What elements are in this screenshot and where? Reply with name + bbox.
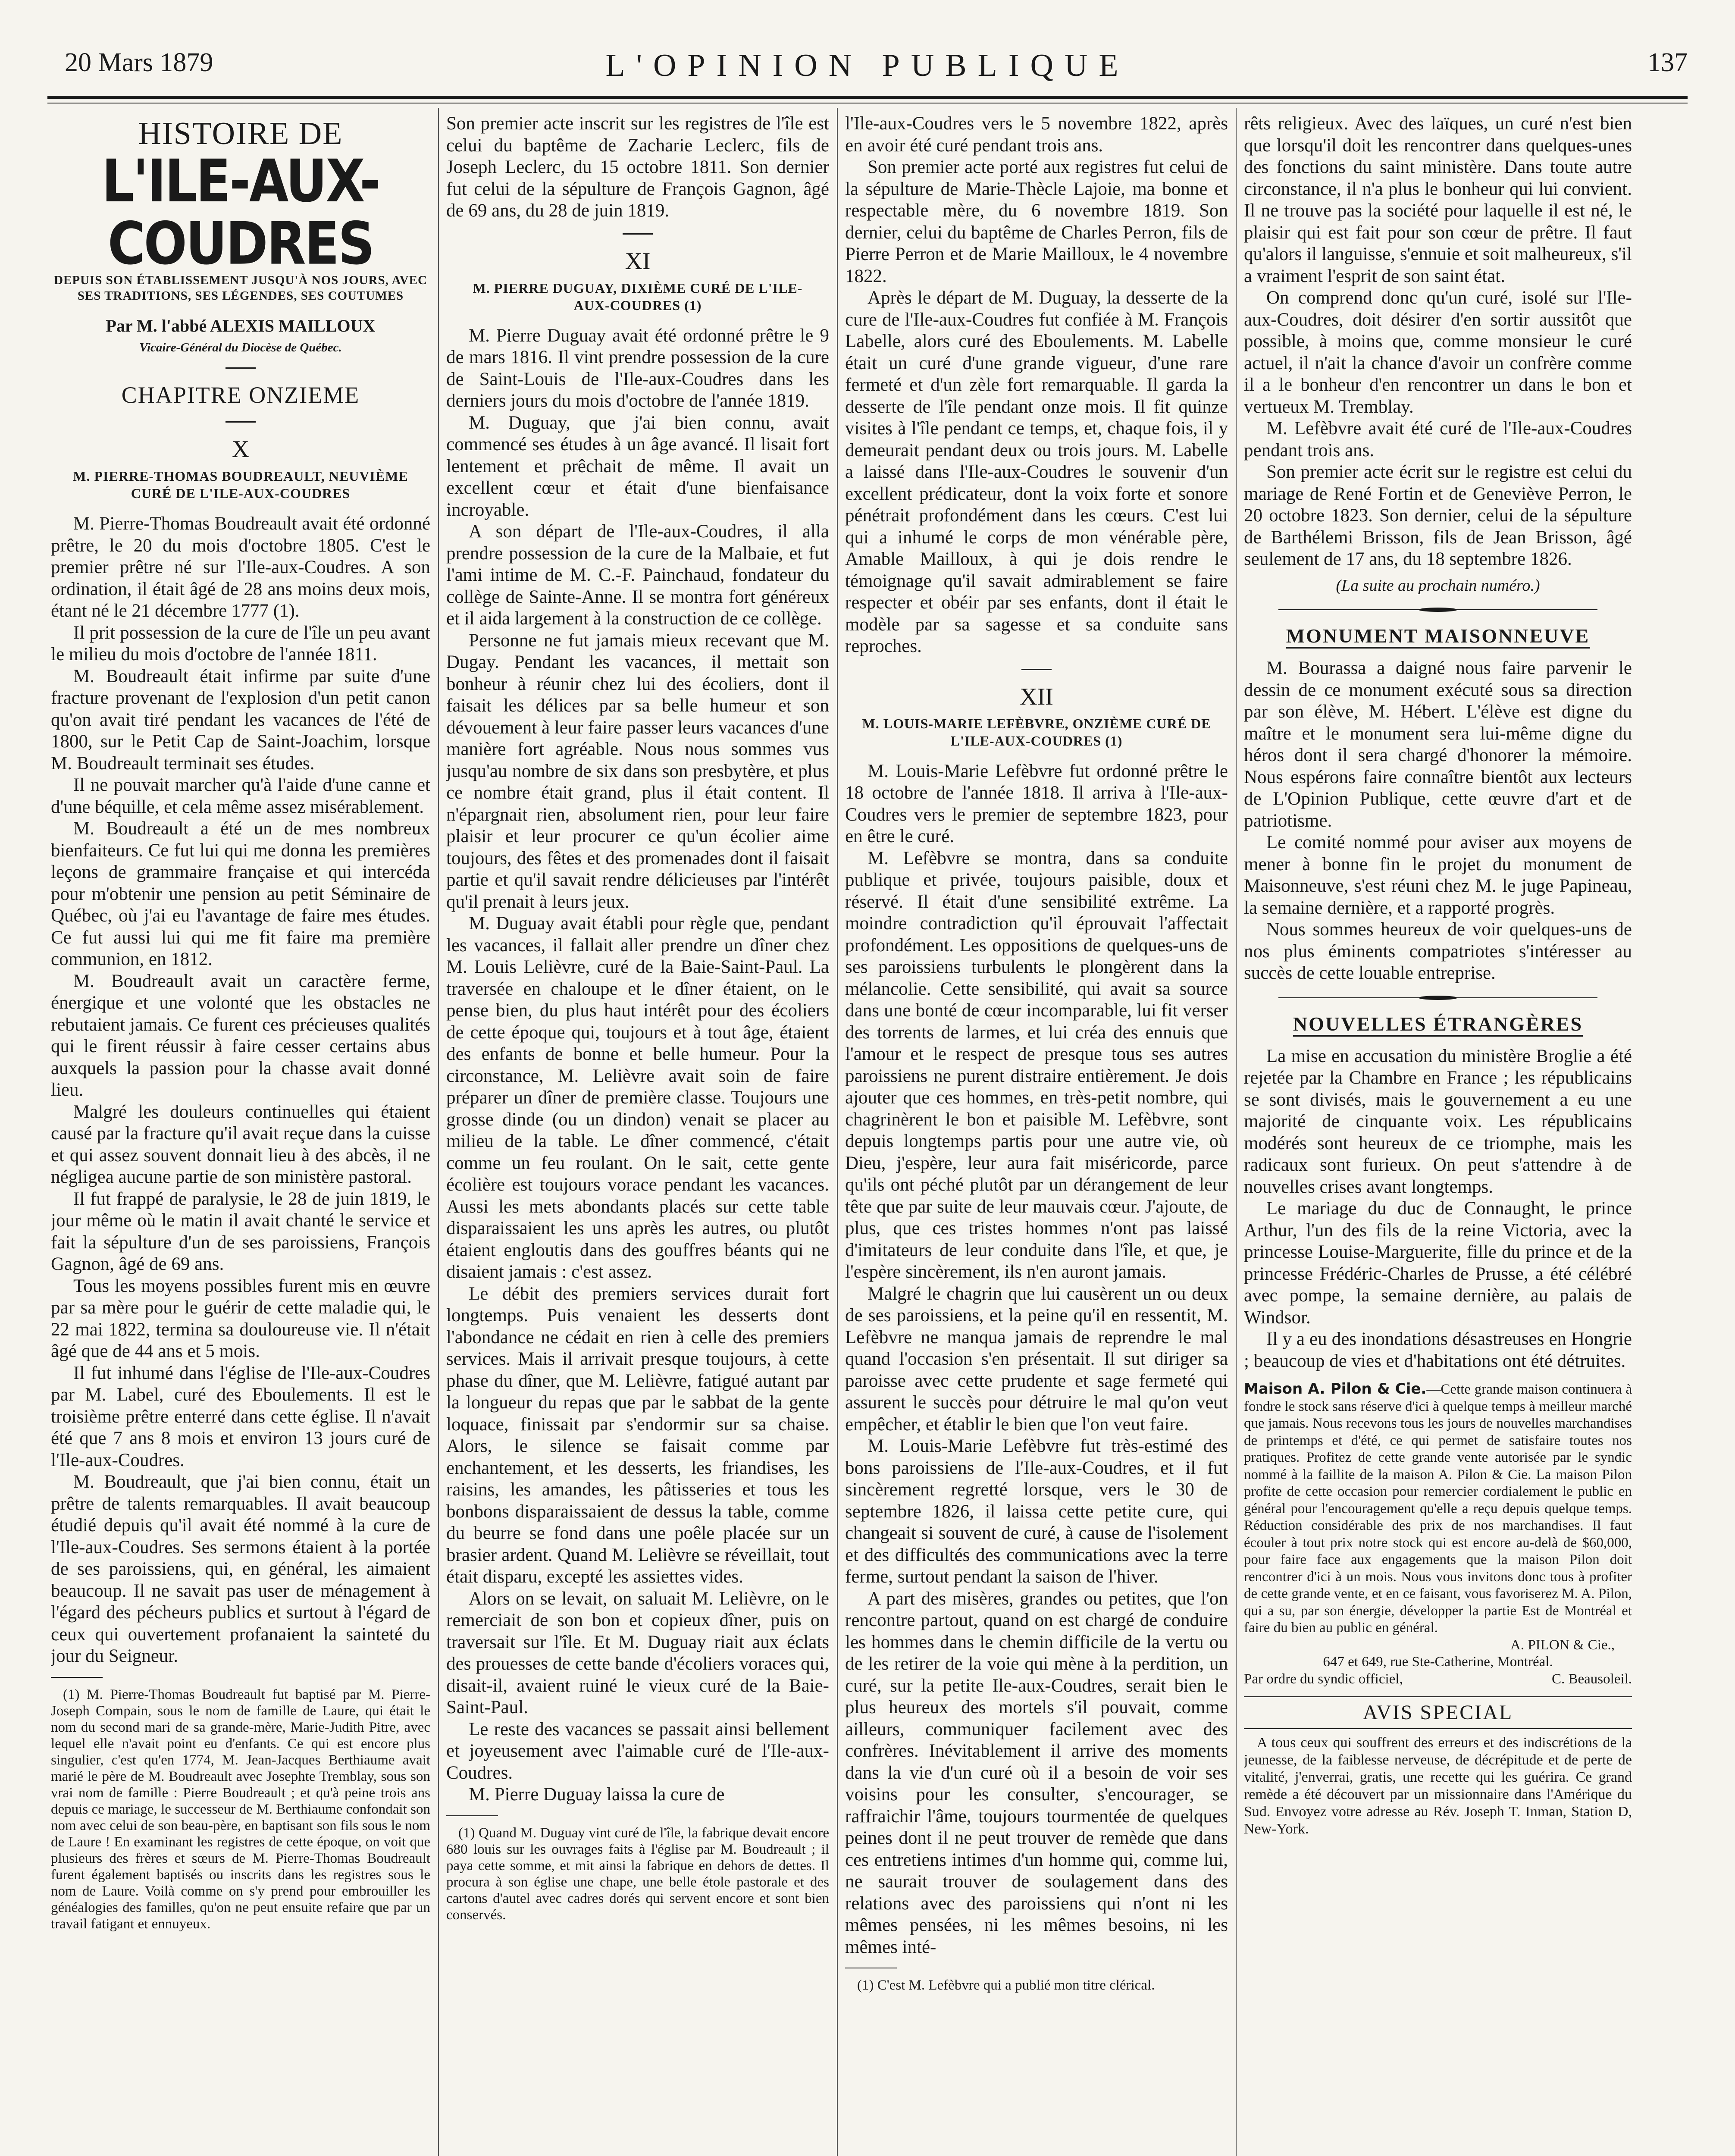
paragraph: Après le départ de M. Duguay, la desserte de la cure de l'Ile-aux-Coudres fut confiée à M. François Labelle, alors curé des Eboulements. M. Labelle était un curé d'une grande vigueur, d'une rare fermeté et d'un zèle fort remarquable. Il garda la desserte de l'île pendant onze mois. Il fit quinze visites à l'île pendant ce temps, et, chaque fois, il y demeurait pendant deux ou trois jours. M. Labelle a laissé dans l'Ile-aux-Coudres le souvenir d'un excellent prédicateur, dont la voix forte et sonore pénétrait profondément dans les cœurs. C'est lui qui a inhumé le corps de mon vénérable père, Amable Mailloux, à qui je dois rendre le témoignage qu'il savait admirablement se faire respecter et obéir par ses enfants, dont il était le modèle par sa sagesse et sa conduite sans reproches.: [845, 288, 1228, 656]
section-title: M. PIERRE DUGUAY, DIXIÈME CURÉ DE L'ILE-AUX-COUDRES (1): [473, 280, 803, 313]
footnote: [51, 1686, 430, 1932]
column-4: [1244, 113, 1632, 2156]
page-number: 137: [1647, 48, 1688, 77]
ad-syndic: C. Beausoleil.: [1551, 1671, 1632, 1687]
paragraph: M. Boudreault a été un de mes nombreux bienfaiteurs. Ce fut lui qui me donna les premières leçons de grammaire française et qui intercéda pour m'obtenir une pension au petit Séminaire de Québec, où j'ai eu l'avantage de faire mes études. Ce fut aussi lui qui me fit faire ma première communion, en 1812.: [51, 818, 430, 969]
paragraph: l'Ile-aux-Coudres vers le 5 novembre 1822, après en avoir été curé pendant trois ans.: [845, 113, 1228, 156]
footnote-rule: [51, 1677, 103, 1678]
paragraph: Le reste des vacances se passait ainsi bellement et joyeusement avec l'aimable curé de l'Ile-aux-Coudres.: [446, 1719, 829, 1783]
chapter-heading: CHAPITRE ONZIEME: [121, 382, 360, 408]
ad-text: [1244, 1381, 1632, 1637]
paragraph: M. Pierre-Thomas Boudreault avait été ordonné prêtre, le 20 du mois d'octobre 1805. C'est le premier prêtre né sur l'Ile-aux-Coudres. A son ordination, il était âgé de 28 ans moins deux mois, étant né le 21 décembre 1777 (1).: [51, 514, 430, 621]
paragraph: A son départ de l'Ile-aux-Coudres, il alla prendre possession de la cure de la Malbaie, et fut l'ami intime de M. C.-F. Painchaud, fondateur du collège de Sainte-Anne. Il se montra fort généreux et il aida largement à la construction de ce collège.: [446, 521, 829, 629]
column-3: [845, 113, 1228, 2156]
paragraph: M. Pierre Duguay laissa la cure de: [469, 1784, 725, 1805]
paragraph: M. Louis-Marie Lefèbvre fut très-estimé des bons paroissiens de l'Ile-aux-Coudres, et il fut sincèrement regretté lorsque, vers le 30 de septembre 1826, il laissa cette petite cure, qui changeait si souvent de curé, à cause de l'isolement et des difficultés des communications avec la terre ferme, surtout pendant la saison de l'hiver.: [845, 1436, 1228, 1587]
paragraph: Le débit des premiers services durait fort longtemps. Puis venaient les desserts dont l'abondance ne cédait en rien à celle des premiers services. Mais il arrivait presque toujours, à cette phase du dîner, que M. Lelièvre, fatigué autant par la longueur du repas que par le sabbat de la gente loquace, finissait par s'endormir sur sa chaise. Alors, le silence se faisait comme par enchantement, et les desserts, les friandises, les raisins, les amandes, les pâtisseries et tous les bonbons disparaissaient de dessus la table, comme du beurre se fond dans une poêle placée sur un brasier ardent. Quand M. Lelièvre se réveillait, tout était disparu, excepté les assiettes vides.: [446, 1283, 829, 1587]
paragraph: Il fut inhumé dans l'église de l'Ile-aux-Coudres par M. Label, curé des Eboulements. Il est le troisième prêtre enterré dans cette église. Il n'avait été que 7 ans 8 mois et environ 13 jours curé de l'Ile-aux-Coudres.: [51, 1363, 430, 1470]
paragraph: Il fut frappé de paralysie, le 28 de juin 1819, le jour même où le matin il avait chanté le service et fait la sépulture d'un de ses paroissiens, François Gagnon, âgé de 69 ans.: [51, 1188, 430, 1274]
ad-business-name: Maison A. Pilon & Cie.: [1244, 1380, 1427, 1398]
paragraph: Tous les moyens possibles furent mis en œuvre par sa mère pour le guérir de cette maladie qui, le 22 mai 1822, termina sa douloureuse vie. Il n'était âgé que de 44 ans et 5 mois.: [51, 1275, 430, 1361]
article-title-line1: HISTOIRE DE: [138, 116, 343, 151]
article-subtitle: DEPUIS SON ÉTABLISSEMENT JUSQU'À NOS JOURS, AVEC SES TRADITIONS, SES LÉGENDES, SES COUTUMES: [54, 273, 427, 303]
paragraph: Malgré le chagrin que lui causèrent un ou deux de ses paroissiens, et la peine qu'il en ressentit, M. Lefèbvre ne manqua jamais de reprendre le mal quand l'occasion s'en présentait. Il sut diriger sa paroisse avec cette prudente et sage fermeté qui assurent le succès pour détruire le mal qu'on veut empêcher, et établir le bien que l'on veut faire.: [845, 1283, 1228, 1435]
ad-body: —Cette grande maison continuera à fondre le stock sans réserve d'ici à quelque temps à meilleur marché que jamais. Nous recevons tous les jours de nouvelles marchandises de printemps et d'été, ce qui permet de satisfaire toutes nos pratiques. Profitez de cette grande vente autorisée par le syndic nommé à la faillite de la maison A. Pilon & Cie. La maison Pilon profite de cette occasion pour remercier cordialement le public en général pour l'encouragement qu'elle a reçu depuis quelque temps. Réduction considérable des prix de nos marchandises. Il faut écouler à tout prix notre stock qui est encore au-delà de $60,000, pour faire face aux engagements que la maison Pilon doit rencontrer d'ici à un mois. Nous vous invitons donc tous à profiter de cette grande vente, et en ce faisant, vous favoriserez M. A. Pilon, qui a su, par son énergie, développer la partie Est de Montréal et faire du bien au public en général.: [1244, 1382, 1632, 1636]
ornament-rule: [1278, 608, 1597, 612]
footnote-text: (1) M. Pierre-Thomas Boudreault fut baptisé par M. Pierre-Joseph Compain, sous le nom de famille de Laure, qui était le nom du second mari de sa grande-mère, Marie-Judith Pitre, avec lequel elle n'avait point eu d'enfants. Ce qui est encore plus singulier, c'est qu'en 1774, M. Jean-Jacques Berthiaume avait marié le père de M. Boudreault avec Josephte Tremblay, sous son vrai nom de famille : Pierre Boudreault ; et qu'à peine trois ans depuis ce mariage, le successeur de M. Berthiaume confondait son nom avec celui de son beau-père, en baptisant son fils sous le nom de Laure ! En examinant les registres de cette époque, on voit que plusieurs des frères et sœurs de M. Pierre-Thomas Boudreault furent également baptisés ou inscrits dans les registres sous le nom de Laure. Voilà comme on s'y prend pour embrouiller les généalogies des familles, qu'on ne peut ensuite refaire que par un travail fatigant et ennuyeux.: [51, 1686, 430, 1932]
paragraph: rêts religieux. Avec des laïques, un curé n'est bien que lorsqu'il doit les rencontrer dans quelques-unes des fonctions du saint ministère. Dans toute autre circonstance, il n'a plus le bonheur qui lui convient. Il ne trouve pas la société pour laquelle il est né, le plaisir qui est fait pour son cœur de prêtre. Il faut qu'alors il languisse, s'ennuie et soit malheureux, s'il a vraiment l'esprit de son saint état.: [1244, 113, 1632, 286]
column-1: [51, 113, 430, 2156]
paragraph: M. Pierre Duguay avait été ordonné prêtre le 9 de mars 1816. Il vint prendre possession de la cure de Saint-Louis de l'Ile-aux-Coudres dans les derniers jours du mois d'octobre de l'année 1819.: [446, 325, 829, 411]
section-title: M. PIERRE-THOMAS BOUDREAULT, NEUVIÈME CURÉ DE L'ILE-AUX-COUDRES: [73, 468, 408, 501]
advertisement-pilon: [1244, 1381, 1632, 1688]
section-number: X: [232, 436, 250, 463]
paragraph: Son premier acte porté aux registres fut celui de la sépulture de Marie-Thècle Lajoie, ma bonne et respectable mère, du 6 novembre 1819. Son dernier, celui du baptême de Charles Perron, fils de Pierre Perron et de Marie Mailloux, le 4 novembre 1822.: [845, 157, 1228, 286]
masthead-rule: [47, 96, 1688, 99]
section-number: XI: [625, 248, 651, 275]
paragraph: M. Louis-Marie Lefèbvre fut ordonné prêtre le 18 octobre de l'année 1818. Il arriva à l'Ile-aux-Coudres vers le premier de septembre 1823, pour en être le curé.: [845, 761, 1228, 846]
paragraph: M. Lefèbvre se montra, dans sa conduite publique et privée, toujours paisible, doux et réservé. Il était d'une sensibilité extrême. La moindre contradiction qu'il éprouvait l'affectait profondément. Les oppositions de quelques-uns de ses paroissiens turbulents le plongèrent dans la mélancolie. Cette sensibilité, qui avait sa source dans une bonté de cœur incomparable, lui fit verser des torrents de larmes, et lui créa des ennuis que l'amour et le respect de presque tous ses autres paroissiens ne purent distraire entièrement. Je dois ajouter que ces hommes, en très-petit nombre, qui chagrinèrent le bon et paisible M. Lefèbvre, sont depuis longtemps partis pour une autre vie, où Dieu, j'espère, leur aura fait miséricorde, parce qu'ils ont péché plutôt par un dérangement de leur tête que par suite de leur mauvais cœur. J'ajoute, de plus, que ces tristes hommes n'ont pas laissé d'imitateurs de leur conduite dans l'île, et que, je l'espère sincèrement, ils n'en auront jamais.: [845, 848, 1228, 1282]
paragraph: M. Lefèbvre avait été curé de l'Ile-aux-Coudres pendant trois ans.: [1244, 418, 1632, 461]
newspaper-title: L'OPINION PUBLIQUE: [605, 48, 1130, 83]
paragraph: La mise en accusation du ministère Broglie a été rejetée par la Chambre en France ; les républicains se sont divisés, mais le gouvernement a eu une majorité de cinquante voix. Les républicains modérés sont heureux de ce triomphe, mais les radicaux sont furieux. On peut s'attendre à de nouvelles crises avant longtemps.: [1244, 1046, 1632, 1197]
paragraph: Nous sommes heureux de voir quelques-uns de nos plus éminents compatriotes s'intéresser au succès de cette louable entreprise.: [1244, 919, 1632, 983]
paragraph: Personne ne fut jamais mieux recevant que M. Dugay. Pendant les vacances, il mettait son bonheur à réunir chez lui des écoliers, dont il faisait les délices par sa belle humeur et son dévouement à leur faire passer leurs vacances d'une manière fort agréable. Nous nous sommes vus jusqu'au nombre de six dans son presbytère, et plus ce nombre était grand, plus il était content. Il n'épargnait rien, absolument rien, pour leur faire plaisir et leur procurer ce qu'un écolier aime toujours, des fêtes et des promenades dont il faisait partie et qu'il savait rendre délicieuses par l'intérêt qu'il prenait à leurs jeux.: [446, 630, 829, 912]
ad-signature: A. PILON & Cie.,: [1510, 1637, 1615, 1653]
paragraph: M. Bourassa a daigné nous faire parvenir le dessin de ce monument exécuté sous sa direction par son élève, M. Hébert. L'élève est digne du maître et le monument sera lui-même digne du héros dont il sera chargé d'honorer la mémoire. Nous espérons faire connaître bientôt aux lecteurs de L'Opinion Publique, cette œuvre d'art et de patriotisme.: [1244, 658, 1632, 831]
footnote: [845, 1977, 1228, 1993]
paragraph: A part des misères, grandes ou petites, que l'on rencontre partout, quand on est chargé de conduire les hommes dans le chemin difficile de la vertu ou de les retirer de la voie qui mène à la perdition, un curé, sur la petite Ile-aux-Coudres, serait bien le plus heureux des mortels s'il pouvait, comme ailleurs, communiquer facilement avec des confrères. Inévitablement il arrive des moments dans la vie d'un curé où il a besoin de voir ses voisins pour les consulter, s'encourager, se raffraichir l'âme, toujours tourmentée de quelques peines dont il ne peut trouver de remède que dans ces entretiens intimes d'un homme qui, comme lui, ne saurait trouver de soulagement dans des relations avec des paroissiens qui n'ont ni les mêmes pensées, ni les mêmes besoins, ni les mêmes inté-: [845, 1588, 1228, 1957]
paragraph: Il y a eu des inondations désastreuses en Hongrie ; beaucoup de vies et d'habitations ont été détruites.: [1244, 1329, 1632, 1371]
footnote-text: (1) Quand M. Duguay vint curé de l'île, la fabrique devait encore 680 louis sur les ouvrages faits à l'église par M. Boudreault ; il paya cette somme, et mit ainsi la fabrique en dehors de dettes. Il procura à son église une chape, une belle étole pastorale et des cartons d'autel avec cadres dorés qui servent encore et sont bien conservés.: [446, 1825, 829, 1923]
paragraph: M. Duguay, que j'ai bien connu, avait commencé ses études à un âge avancé. Il lisait fort lentement et prêchait de même. Il avait un excellent cœur et était d'une bienfaisance incroyable.: [446, 412, 829, 520]
paragraph: Le mariage du duc de Connaught, le prince Arthur, l'un des fils de la reine Victoria, avec la princesse Louise-Marguerite, fille du prince et de la princesse Frédéric-Charles de Prusse, a été célébré avec pompe, la semaine dernière, au palais de Windsor.: [1244, 1198, 1632, 1328]
ad-address: 647 et 649, rue Ste-Catherine, Montréal.: [1323, 1654, 1553, 1670]
paragraph: M. Duguay avait établi pour règle que, pendant les vacances, il fallait aller prendre un dîner chez M. Louis Lelièvre, curé de la Baie-Saint-Paul. La traversée en chaloupe et le dîner étaient, on le pense bien, du plus haut intérêt pour des écoliers de cette époque qui, toujours et à tout âge, étaient des enfants de bonne et belle humeur. Pour la circonstance, M. Lelièvre avait soin de faire préparer un dîner de première classe. Toujours une grosse dinde (ou un dindon) venait se placer au milieu de la table. Le dîner commencé, c'était comme un feu roulant. On le sait, cette gente écolière est toujours vorace pendant les vacances. Aussi les mets abondants placés sur cette table disparaissaient les uns après les autres, ou plutôt étaient engloutis dans des gouffres béants qui ne disaient jamais : c'est assez.: [446, 913, 829, 1282]
paragraph: M. Boudreault, que j'ai bien connu, était un prêtre de talents remarquables. Il avait beaucoup étudié depuis qu'il avait été nommé à la cure de l'Ile-aux-Coudres. Ses sermons étaient à la portée de ses paroissiens, qui, en général, les aimaient beaucoup. Il ne savait pas user de ménagement à l'égard des pécheurs publics et surtout à l'égard de ceux qui ouvertement profanaient la sainteté du jour du Seigneur.: [51, 1472, 430, 1666]
paragraph: M. Boudreault était infirme par suite d'une fracture provenant de l'explosion d'un petit canon qu'on avait tiré pendant les vacances de l'été de 1800, sur le Petit Cap de Saint-Joachim, lorsque M. Boudreault terminait ses études.: [51, 666, 430, 774]
column-2: [446, 113, 829, 2156]
paragraph-list: [51, 513, 430, 1667]
separator: [225, 367, 256, 369]
column-divider: [837, 108, 838, 2156]
paragraph: Le comité nommé pour aviser aux moyens de mener à bonne fin le projet du monument de Maisonneuve, s'est réuni chez M. le juge Papineau, la semaine dernière, et a rapporté progrès.: [1244, 832, 1632, 918]
ad-syndic-line: [1244, 1671, 1632, 1688]
paragraph: Son premier acte inscrit sur les registres de l'île est celui du baptême de Zacharie Leclerc, fils de Joseph Leclerc, du 15 octobre 1811. Son dernier fut celui de la sépulture de François Gagnon, âgé de 69 ans, du 28 de juin 1819.: [446, 113, 829, 221]
section-number: XII: [1020, 683, 1053, 710]
footnote-rule: [446, 1815, 498, 1816]
article-byline: Par M. l'abbé ALEXIS MAILLOUX: [106, 316, 376, 335]
issue-date: 20 Mars 1879: [65, 48, 213, 77]
separator: [1021, 669, 1052, 670]
special-notice-heading: AVIS SPECIAL: [1244, 1696, 1632, 1729]
continued-note: (La suite au prochain numéro.): [1336, 576, 1540, 595]
ad-order: Par ordre du syndic officiel,: [1244, 1671, 1403, 1687]
paragraph: On comprend donc qu'un curé, isolé sur l'Ile-aux-Coudres, doit désirer d'en sortir aussitôt que possible, à moins que, comme monsieur le curé actuel, il n'ait la chance d'avoir un confrère comme il a le bonheur d'en rencontrer un dans le bon et vertueux M. Tremblay.: [1244, 288, 1632, 417]
separator: [225, 421, 256, 423]
author-role: Vicaire-Général du Diocèse de Québec.: [139, 341, 342, 354]
paragraph: Alors on se levait, on saluait M. Lelièvre, on le remerciait de son bon et copieux dîner, puis on traversait sur l'île. Et M. Duguay riait aux éclats des prouesses de cette bande d'écoliers voraces qui, disait-il, avaient ruiné le vieux curé de la Baie-Saint-Paul.: [446, 1588, 829, 1717]
section-title: M. LOUIS-MARIE LEFÈBVRE, ONZIÈME CURÉ DE L'ILE-AUX-COUDRES (1): [862, 715, 1211, 749]
article-title-line2: L'ILE-AUX-COUDRES: [102, 147, 379, 278]
special-notice: [1244, 1734, 1632, 1838]
footnote-text: (1) C'est M. Lefèbvre qui a publié mon titre clérical.: [857, 1977, 1155, 1993]
monument-heading: MONUMENT MAISONNEUVE: [1286, 625, 1590, 647]
footnote: [446, 1825, 829, 1923]
paragraph: Son premier acte écrit sur le registre est celui du mariage de René Fortin et de Geneviève Perron, le 20 octobre 1823. Son dernier, celui de la sépulture de Barthélemi Brisson, fils de Jean Brisson, âgé seulement de 17 ans, du 18 septembre 1826.: [1244, 462, 1632, 569]
separator: [623, 233, 653, 235]
paragraph: M. Boudreault avait un caractère ferme, énergique et une volonté que les obstacles ne rebutaient jamais. Ce furent ces précieuses qualités qui le firent réussir à faire cesser certains abus auxquels la passion pour la chasse avait donné lieu.: [51, 971, 430, 1100]
paragraph: Il ne pouvait marcher qu'à l'aide d'une canne et d'une béquille, et cela même assez misérablement.: [51, 775, 430, 817]
column-divider: [1236, 108, 1237, 2156]
paragraph: Il prit possession de la cure de l'île un peu avant le milieu du mois d'octobre de l'année 1811.: [51, 622, 430, 664]
foreign-news-heading: NOUVELLES ÉTRANGÈRES: [1293, 1012, 1583, 1035]
special-notice-text: A tous ceux qui souffrent des erreurs et des indiscrétions de la jeunesse, de la faiblesse nerveuse, de décrépitude et de perte de vitalité, j'enverrai, gratis, une recette qui les guérira. Ce grand remède a été découvert par un missionnaire dans l'Amérique du Sud. Envoyez votre adresse au Rév. Joseph T. Inman, Station D, New-York.: [1244, 1735, 1632, 1837]
column-divider: [438, 108, 439, 2156]
ornament-rule: [1278, 996, 1597, 1000]
paragraph: Malgré les douleurs continuelles qui étaient causé par la fracture qu'il avait reçue dans la cuisse et qui assez souvent donnait lieu à des abcès, il ne négligea aucune partie de son ministère pastoral.: [51, 1101, 430, 1187]
